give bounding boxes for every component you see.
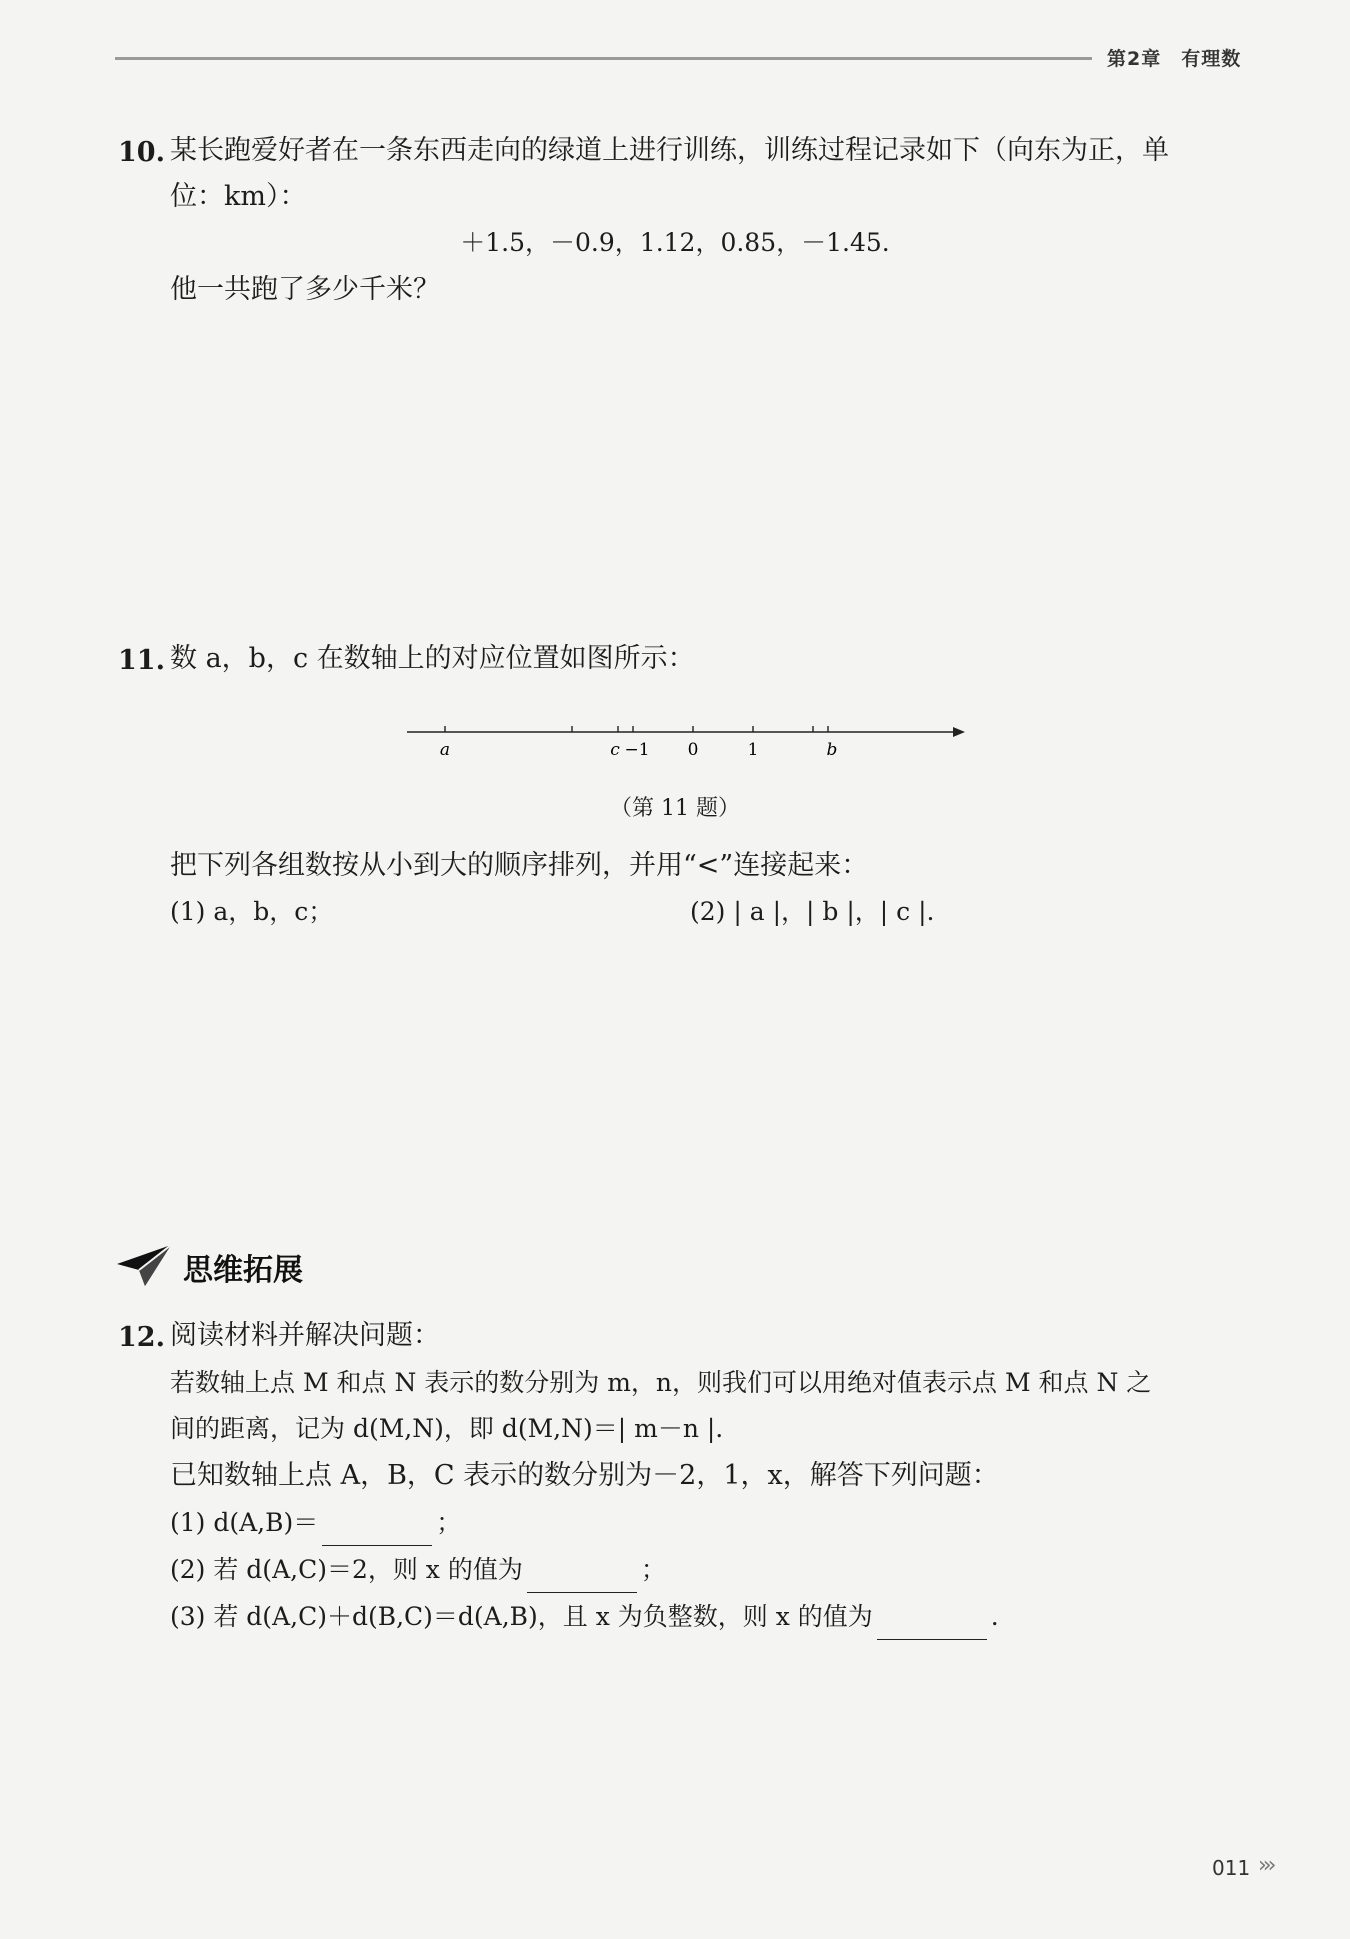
paper-plane-icon (115, 1242, 173, 1288)
question-10-line2: 位：km）： (170, 181, 307, 212)
question-11-sub1: (1) a，b，c； (170, 897, 334, 926)
number-line-figure (405, 710, 965, 770)
page-number: 011 (1212, 1856, 1251, 1880)
question-11-task: 把下列各组数按从小到大的顺序排列，并用“<”连接起来： (170, 850, 869, 881)
question-12-sub3 (170, 1594, 999, 1640)
chapter-header: 第2章 有理数 (1107, 48, 1242, 70)
answer-blank-3[interactable] (877, 1611, 987, 1640)
page-arrows-icon: ››› (1258, 1853, 1273, 1878)
answer-blank-1[interactable] (322, 1517, 432, 1546)
question-10-number: 10. (118, 137, 165, 168)
sub2-suffix: ； (640, 1555, 666, 1584)
sub3-suffix: . (990, 1602, 999, 1631)
sub2-prefix: (2) 若 d(A,C)＝2，则 x 的值为 (170, 1555, 523, 1584)
question-12-line1: 若数轴上点 M 和点 N 表示的数分别为 m，n，则我们可以用绝对值表示点 M 和点 N 之 (170, 1368, 1152, 1397)
header-rule (115, 57, 1092, 60)
question-11-number: 11. (118, 645, 165, 676)
label-c: c (610, 740, 620, 760)
question-12-line3: 已知数轴上点 A，B，C 表示的数分别为－2，1，x，解答下列问题： (170, 1460, 999, 1491)
question-11-intro: 数 a，b，c 在数轴上的对应位置如图所示： (170, 643, 695, 674)
question-11-sub2: (2) | a |，| b |，| c |. (690, 897, 935, 926)
label-b: b (826, 740, 838, 760)
question-12-line2: 间的距离，记为 d(M,N)，即 d(M,N)＝| m－n |. (170, 1414, 724, 1443)
label-a: a (439, 740, 451, 760)
label-one: 1 (747, 740, 759, 760)
label-zero: 0 (687, 740, 699, 760)
sub1-suffix: ； (436, 1508, 462, 1537)
question-10-line1: 某长跑爱好者在一条东西走向的绿道上进行训练，训练过程记录如下（向东为正，单 (170, 135, 1169, 166)
question-12-sub1 (170, 1500, 461, 1546)
question-12-sub2 (170, 1547, 666, 1593)
answer-blank-2[interactable] (527, 1564, 637, 1593)
label-neg1: −1 (624, 740, 650, 760)
question-12-number: 12. (118, 1322, 165, 1353)
sub1-prefix: (1) d(A,B)＝ (170, 1508, 319, 1537)
question-12-intro: 阅读材料并解决问题： (170, 1320, 440, 1351)
sub3-prefix: (3) 若 d(A,C)＋d(B,C)＝d(A,B)，且 x 为负整数，则 x 的值为 (170, 1602, 873, 1631)
question-10-question: 他一共跑了多少千米？ (170, 274, 440, 305)
figure-caption: （第 11 题） (610, 796, 740, 821)
section-title: 思维拓展 (183, 1253, 303, 1288)
number-line-arrow (953, 727, 965, 737)
question-10-data: ＋1.5，－0.9，1.12，0.85，－1.45. (460, 228, 890, 257)
